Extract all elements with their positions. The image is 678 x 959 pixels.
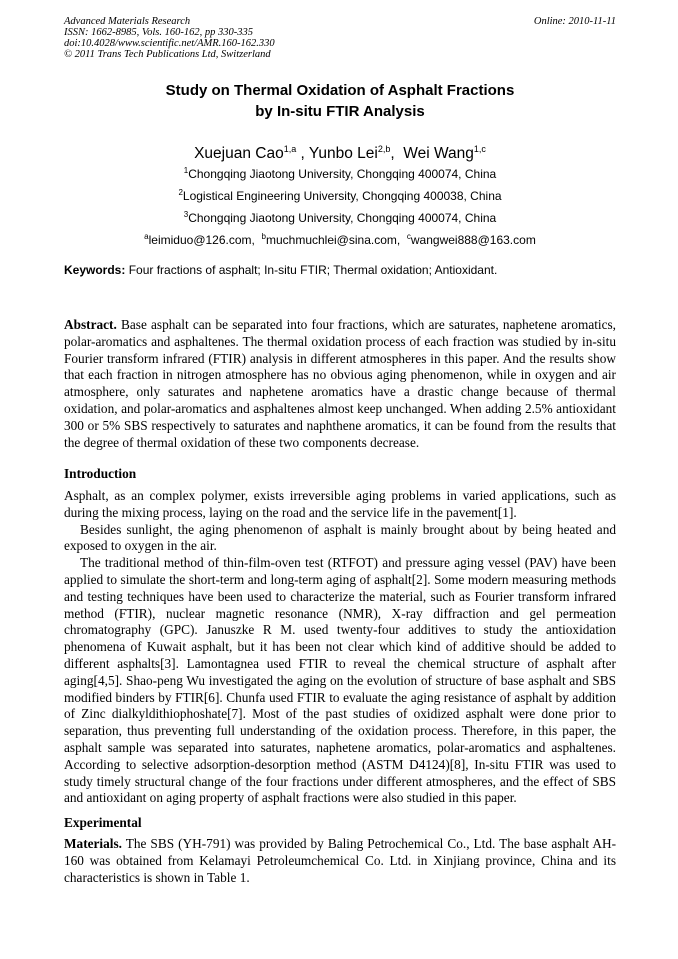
affiliation-superscript: 3 — [183, 210, 189, 219]
paper-title — [64, 80, 616, 122]
doi-line: doi:10.4028/www.scientific.net/AMR.160-162.330 — [64, 38, 275, 49]
email-address: muchmuchlei@sina.com, — [265, 233, 401, 247]
author-superscript: 1,a — [283, 144, 297, 154]
author-superscript: 1,c — [473, 144, 486, 154]
keywords-text: Four fractions of asphalt; In-situ FTIR; Thermal oxidation; Antioxidant. — [128, 263, 498, 277]
journal-name: Advanced Materials Research — [64, 16, 191, 27]
abstract-text: Base asphalt can be separated into four fractions, which are saturates, naphetene aromatics, polar-aromatics and asphaltenes. The thermal oxidation process of each fraction was studied by in-situ Fourier transform infrared (FTIR) analysis in different atmospheres in this paper. And the results show that each fraction in nitrogen atmosphere has no obvious aging phenomenon, while in oxygen and air atmosphere, only saturates and naphetene aromatics have a drastic change because of thermal oxidation, and polar-aromatics and asphaltenes almost keep unchanged. When adding 2.5% antioxidant 300 or 5% SBS respectively to saturates and naphthene aromatics, it can be found from the results that the degree of thermal oxidation of these two components decrease. — [64, 317, 617, 450]
email-superscript: a — [144, 232, 149, 241]
intro-paragraph: Besides sunlight, the aging phenomenon of asphalt is mainly brought about by being heated and exposed to oxygen in the air. — [64, 521, 616, 554]
introduction-body — [64, 488, 616, 807]
journal-header — [64, 16, 616, 60]
email-address: wangwei888@163.com — [410, 233, 536, 247]
author-name: Yunbo Lei — [308, 145, 378, 162]
email-line — [64, 229, 616, 248]
materials-paragraph — [64, 836, 616, 886]
intro-paragraph: The traditional method of thin-film-oven test (RTFOT) and pressure aging vessel (PAV) have been applied to simulate the short-term and long-term aging of asphalt[2]. Some modern measuring methods and testing techniques have been used to characterize the material, such as Fourier transform infrared method (FTIR), nuclear magnetic resonance (NMR), X-ray diffraction and gel permeation chromatography (GPC). Januszke R M. used twenty-four additives to study the antioxidation phenomena of Kuwait asphalt, but it has been not clear which kind of additive should be added to different asphalts[3]. Lamontagnea used FTIR to reveal the chemical structure of asphalt after aging[4,5]. Shao-peng Wu investigated the aging on the evolution of structure of base asphalt and SBS modified binders by FTIR[6]. Chunfa used FTIR to evaluate the aging resistance of asphalt by addition of Zinc dialkyldithiophoshate[7]. Most of the past studies of oxidized asphalt were done prior to separation, thus preventing full understanding of the oxidation process. Therefore, in this paper, the asphalt sample was separated into saturates, naphetene aromatics, polar-aromatics and asphaltenes. According to selective adsorption-desorption method (ASTM D4124)[8], In-situ FTIR was used to study timely structural change of the four fractions under different atmospheres, and the effect of SBS and antioxidant on aging property of asphalt fractions were also studied in this paper. — [64, 555, 616, 806]
intro-paragraph: Asphalt, as an complex polymer, exists irreversible aging problems in varied applications, such as during the mixing process, laying on the road and the service life in the pavement[1]. — [64, 488, 616, 520]
email-superscript: c — [406, 232, 411, 241]
abstract-paragraph — [64, 317, 616, 451]
title-line-1: Study on Thermal Oxidation of Asphalt Fractions — [165, 82, 515, 99]
affiliation-text: Logistical Engineering University, Chongqing 400038, China — [182, 189, 502, 203]
copyright-line: © 2011 Trans Tech Publications Ltd, Switzerland — [64, 49, 271, 60]
materials-label: Materials. — [64, 836, 122, 851]
email-address: leimiduo@126.com, — [148, 233, 255, 247]
affiliation-1 — [64, 163, 616, 182]
affiliation-superscript: 1 — [183, 166, 189, 175]
online-date: Online: 2010-11-11 — [533, 16, 616, 27]
keywords-line — [64, 262, 616, 278]
materials-text: The SBS (YH-791) was provided by Baling Petrochemical Co., Ltd. The base asphalt AH-160 was obtained from Kelamayi Petroleumchemical Co. Ltd. in Xinjiang province, China and its characteristics is shown in Table 1. — [64, 836, 616, 885]
affiliation-3 — [64, 207, 616, 226]
affiliation-text: Chongqing Jiaotong University, Chongqing 400074, China — [188, 211, 497, 225]
author-name: Xuejuan Cao — [194, 145, 284, 162]
abstract-label: Abstract. — [64, 317, 117, 332]
issn-line: ISSN: 1662-8985, Vols. 160-162, pp 330-335 — [64, 27, 253, 38]
keywords-label: Keywords: — [64, 263, 126, 277]
introduction-heading: Introduction — [64, 466, 137, 481]
experimental-heading: Experimental — [64, 815, 142, 830]
affiliation-text: Chongqing Jiaotong University, Chongqing 400074, China — [188, 167, 497, 181]
title-line-2: by In-situ FTIR Analysis — [255, 103, 425, 120]
author-name: Wei Wang — [403, 145, 474, 162]
affiliation-superscript: 2 — [178, 188, 183, 197]
email-superscript: b — [261, 232, 266, 241]
affiliation-2 — [64, 185, 616, 204]
author-list: Xuejuan Cao$^{1,a}$ , Yunbo Lei$^{2,b}$, Wei Wang$^{1,c}$ — [194, 144, 486, 162]
author-superscript: 2,b — [377, 144, 391, 154]
